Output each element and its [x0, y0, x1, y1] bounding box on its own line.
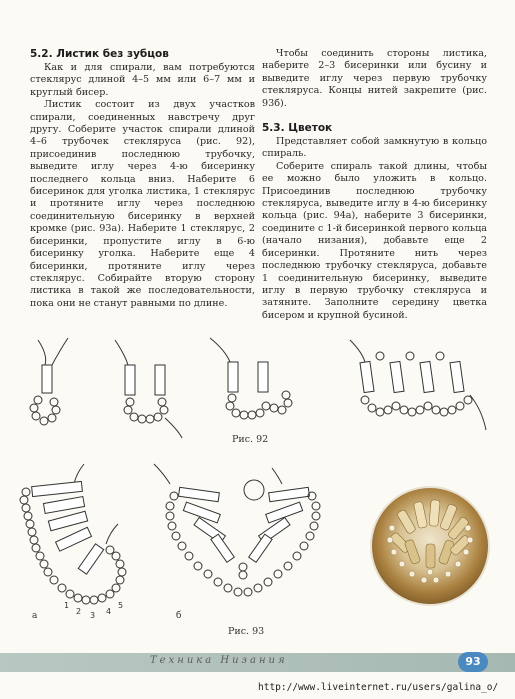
bead-number: 3 — [90, 611, 96, 620]
beaded-leaf-photo — [372, 488, 488, 604]
bead-number: 1 — [64, 601, 70, 610]
footer-section-title: Техника Низания — [150, 655, 288, 666]
figure-92-diagram — [20, 330, 490, 440]
figure-93-caption: Рис. 93 — [228, 626, 265, 637]
paragraph: Чтобы соединить стороны листика, наберите 2–3 бисеринки или бусину и выведите иглу через первую трубочку стеклярусa. Концы нитей закрепите (рис. 93б). — [262, 48, 487, 109]
page-number-badge: 93 — [458, 652, 488, 672]
paragraph: Как и для спирали, вам потребуются стеклярус длиной 4–5 мм или 6–7 мм и круглый бисер. — [30, 62, 255, 98]
figure-92-caption: Рис. 92 — [232, 434, 269, 445]
figure-93-diagram — [14, 462, 369, 622]
paragraph: Представляет собой замкнутую в кольцо спираль. — [262, 136, 487, 160]
source-url[interactable]: http://www.liveinternet.ru/users/galina_o/ — [258, 682, 499, 693]
paragraph: Соберите спираль такой длины, чтобы ее можно было уложить в кольцо. Присоединив последнюю трубочку стеклярусa, выведите иглу в 4-ю бисеринку кольца (рис. 94а), наберите 3 бисеринки, соедините с 1-й бисеринкой первого кольца (начало низания), добавьте еще 2 бисеринки. Протяните нить через последнюю трубочку стеклярусa, добавьте 1 соединительную бисеринку, выведите иглу в первую трубочку стеклярусa и затяните. Заполните середину цветка бисером и крупной бусиной. — [262, 160, 487, 321]
bead-number: 4 — [106, 607, 112, 616]
left-column — [30, 48, 255, 310]
figure-92 — [20, 330, 490, 440]
figure-93-label-a: а — [32, 611, 38, 621]
paragraph: Листик состоит из двух участков спирали, соединенных навстречу друг другу. Соберите участок спирали длиной 4–6 трубочек стекляруса (рис. 92), присоединив последнюю трубочку, выведите иглу через 4-ю бисеринку последнего кольца вниз. Наберите 6 бисеринок для уголка листика, 1 стеклярус и протяните иглу через последнюю соединительную бисеринку в верхней кромке (рис. 93а). Наберите 1 стеклярус, 2 бисеринки, пропустите иглу в 6-ю бисеринку уголка. Наберите еще 4 бисеринки, протяните иглу через стеклярус. Собирайте вторую сторону листика в такой же последовательности, пока они не станут равными по длине. — [30, 99, 255, 309]
figure-93 — [14, 462, 369, 622]
bead-number: 2 — [76, 607, 82, 616]
section-heading-leaf: 5.2. Листик без зубцов — [30, 48, 169, 60]
section-heading-flower: 5.3. Цветок — [262, 122, 333, 135]
right-column — [262, 48, 487, 322]
figure-93-label-b: б — [176, 611, 182, 621]
bead-number: 5 — [118, 601, 124, 610]
beaded-leaf-photo-art — [372, 488, 488, 604]
